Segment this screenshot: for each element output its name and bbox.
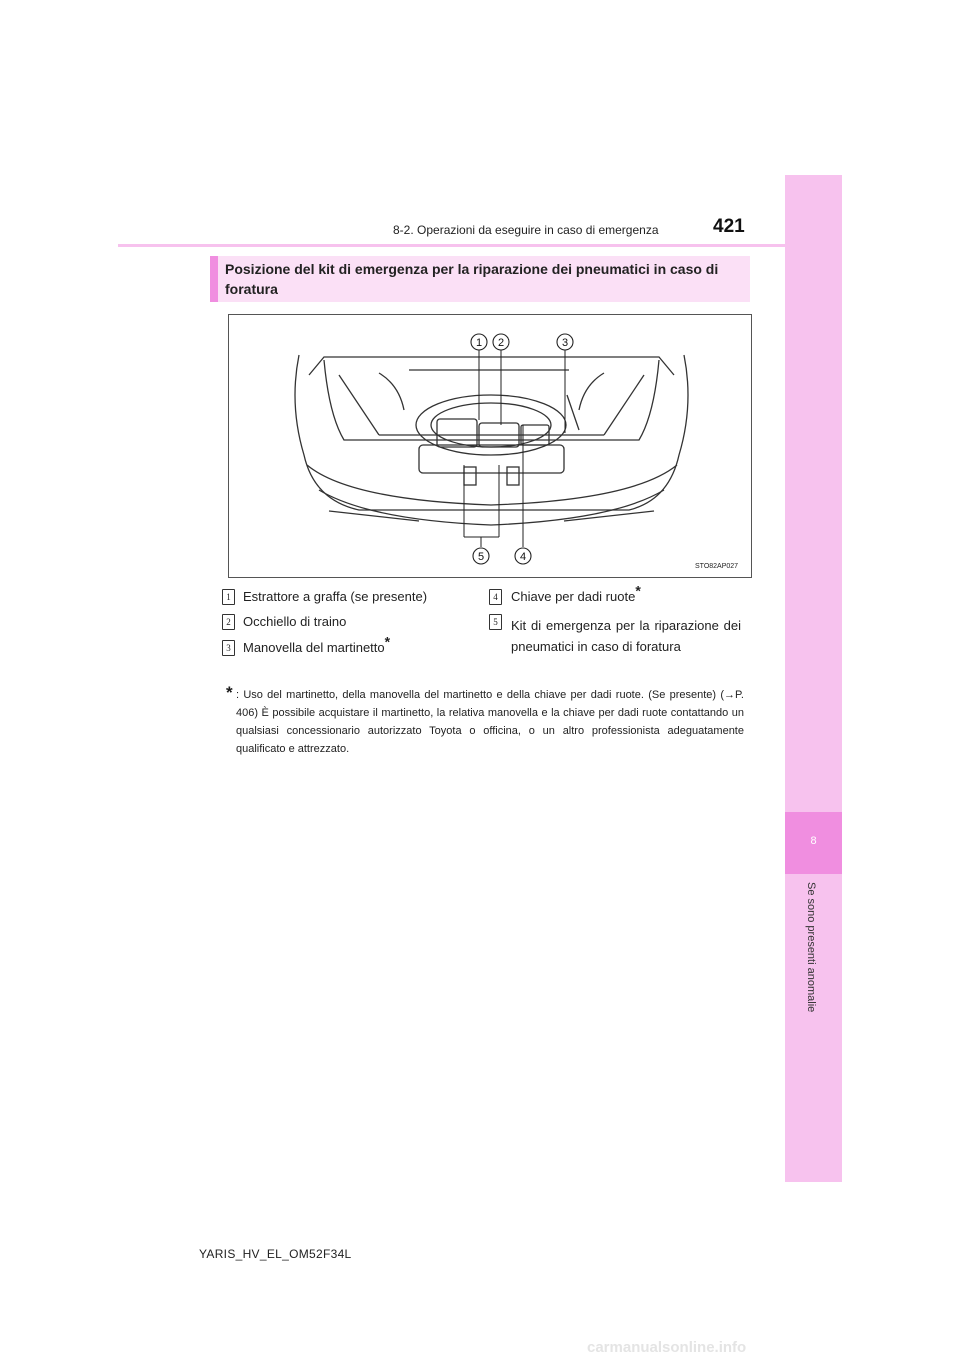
item-text-1: Estrattore a graffa (se presente) [243, 589, 428, 604]
trunk-illustration [228, 314, 752, 578]
item-4 [511, 582, 641, 607]
chapter-sidebar [785, 175, 842, 1182]
item-3 [243, 633, 391, 658]
item-number-5: 5 [489, 614, 502, 630]
item-number-2: 2 [222, 614, 235, 630]
footnote-text: : Uso del martinetto, della manovella del martinetto e della chiave per dadi ruote. (Se presente) (→P. 406) È possibile acquistare il martinetto, la relativa manovella e la chiave per dadi ruote contattando un qualsiasi concessionario autorizzato Toyota o officina, o un altro professionista adeguatamente qualificato e attrezzato. [236, 689, 744, 755]
header-divider [118, 244, 785, 247]
heading-accent-bar [210, 256, 218, 302]
chapter-number: 8 [810, 835, 817, 847]
item-4-star: * [635, 582, 641, 599]
callout-4-label: 4 [519, 551, 527, 563]
item-number-3: 3 [222, 640, 235, 656]
item-text-2: Occhiello di traino [243, 614, 347, 629]
callout-3-label: 3 [561, 337, 569, 349]
item-text-3: Manovella del martinetto [243, 640, 385, 655]
manual-code: YARIS_HV_EL_OM52F34L [199, 1247, 352, 1261]
callout-1-label: 1 [475, 337, 483, 349]
car-trunk-drawing [229, 315, 751, 577]
callout-5-label: 5 [477, 551, 485, 563]
page-number: 421 [713, 216, 745, 237]
item-3-star: * [384, 633, 391, 650]
footnote-mark: * [226, 683, 233, 702]
chapter-title: Se sono presenti anomalie [805, 882, 817, 1013]
callout-2-label: 2 [497, 337, 505, 349]
page-heading: Posizione del kit di emergenza per la riparazione dei pneumatici in caso di foratura [225, 261, 719, 297]
item-number-1: 1 [222, 589, 235, 605]
watermark: carmanualsonline.info [587, 1339, 747, 1356]
item-number-4: 4 [489, 589, 502, 605]
illustration-code: STO82AP027 [695, 563, 739, 570]
item-text-4: Chiave per dadi ruote [511, 589, 636, 604]
section-title: 8-2. Operazioni da eseguire in caso di emergenza [393, 223, 659, 237]
item-text-5: Kit di emergenza per la riparazione dei pneumatici in caso di foratura [511, 618, 741, 654]
